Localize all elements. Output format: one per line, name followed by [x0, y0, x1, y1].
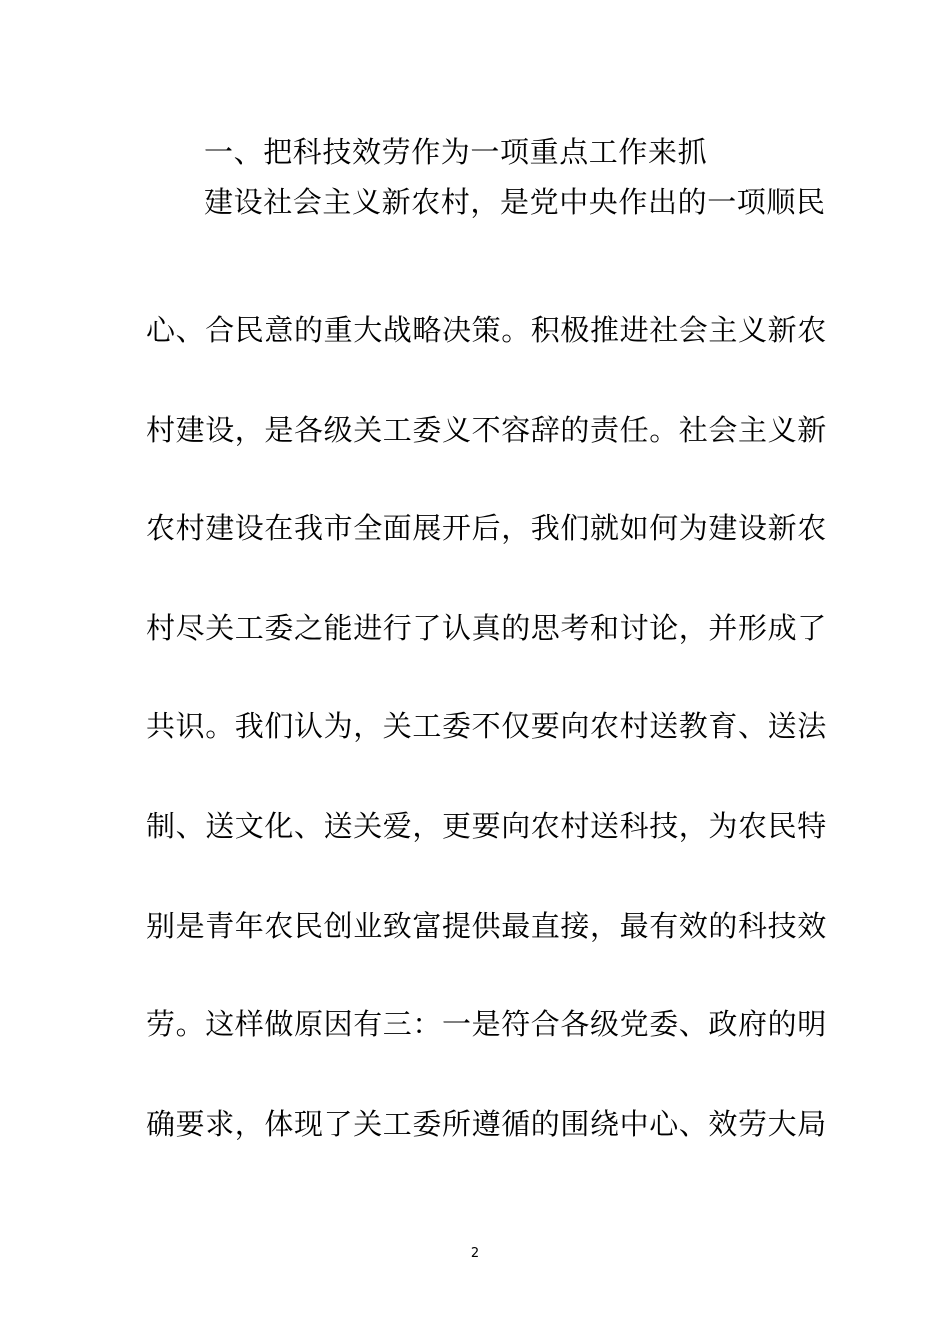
paragraph-line: 劳。这样做原因有三：一是符合各级党委、政府的明 [146, 1007, 827, 1041]
paragraph-line: 建设社会主义新农村，是党中央作出的一项顺民 [204, 185, 826, 219]
paragraph-line: 农村建设在我市全面展开后，我们就如何为建设新农 [146, 511, 827, 545]
paragraph-line: 确要求，体现了关工委所遵循的围绕中心、效劳大局 [146, 1107, 827, 1141]
paragraph-line: 制、送文化、送关爱，更要向农村送科技，为农民特 [146, 809, 827, 843]
paragraph-line: 村建设，是各级关工委义不容辞的责任。社会主义新 [146, 413, 827, 447]
paragraph-line: 别是青年农民创业致富提供最直接，最有效的科技效 [146, 909, 827, 943]
paragraph-line: 心、合民意的重大战略决策。积极推进社会主义新农 [146, 313, 827, 347]
section-heading: 一、把科技效劳作为一项重点工作来抓 [204, 135, 708, 169]
paragraph-line: 共识。我们认为，关工委不仅要向农村送教育、送法 [146, 709, 827, 743]
page-number: 2 [470, 1246, 480, 1261]
paragraph-line: 村尽关工委之能进行了认真的思考和讨论，并形成了 [146, 611, 827, 645]
